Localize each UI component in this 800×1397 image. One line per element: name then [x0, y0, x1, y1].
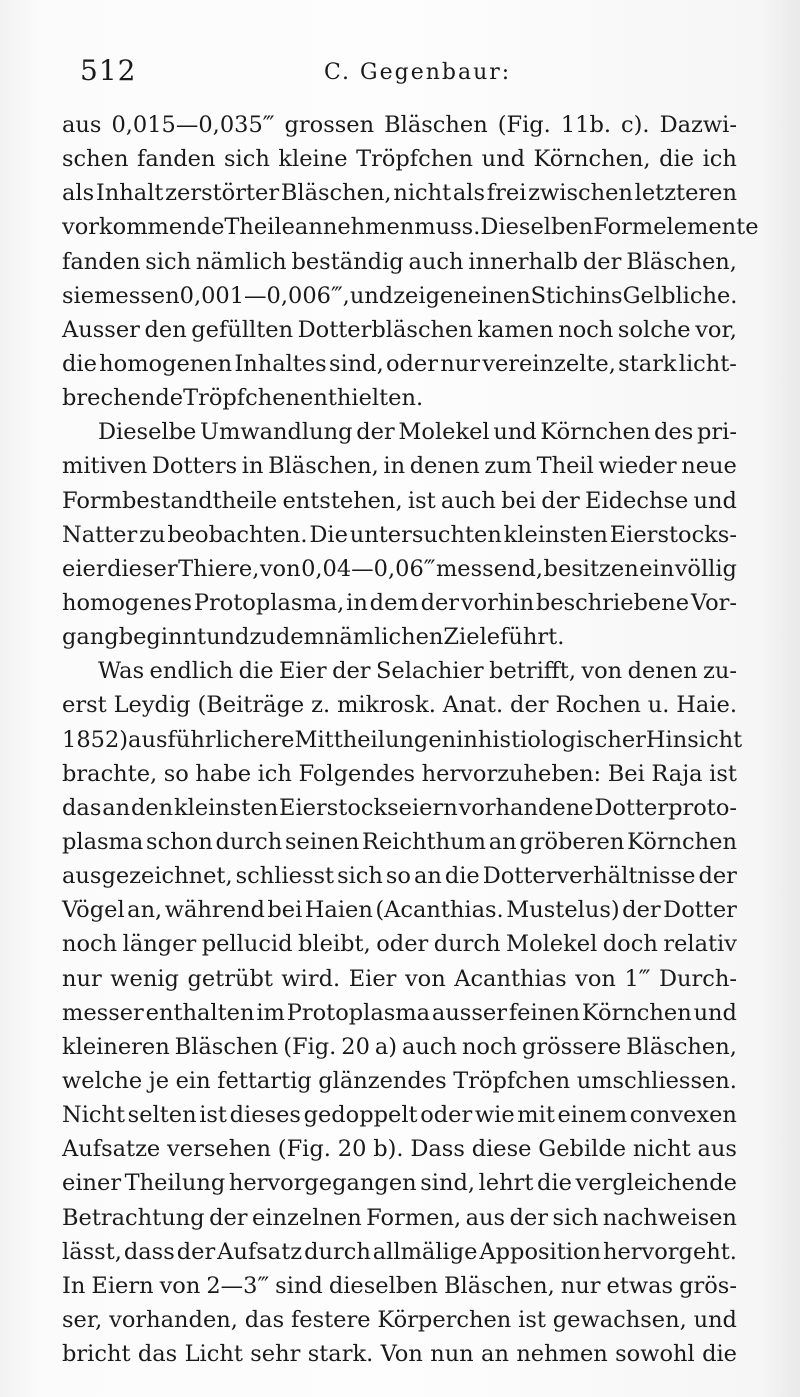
- text-line: Nicht selten ist dieses gedoppelt oder wie mit einem convexen: [62, 1102, 737, 1129]
- text-line: vorkommende Theile annehmen muss. Dieselben Formelemente: [62, 214, 759, 241]
- text-line: Natter zu beobachten. Die untersuchten kleinsten Eierstocks-: [62, 521, 737, 548]
- text-line: ausgezeichnet, schliesst sich so an die Dotterverhältnisse der: [62, 863, 737, 890]
- text-line: noch länger pellucid bleibt, oder durch Molekel doch relativ: [62, 931, 737, 958]
- text-line: Vögel an, während bei Haien (Acanthias. Mustelus) der Dotter: [62, 897, 737, 924]
- text-line: mitiven Dotters in Bläschen, in denen zum Theil wieder neue: [62, 453, 737, 480]
- text-line: nur wenig getrübt wird. Eier von Acanthias von 1‴ Durch-: [62, 965, 737, 992]
- text-line: 1852) ausführlichere Mittheilungen in histiologischer Hinsicht: [62, 726, 743, 753]
- text-line: einer Theilung hervorgegangen sind, lehrt die vergleichende: [62, 1170, 737, 1197]
- text-line: das an den kleinsten Eierstockseiern vorhandene Dotterproto-: [62, 794, 737, 821]
- text-line: ser, vorhanden, das festere Körperchen ist gewachsen, und: [62, 1306, 737, 1333]
- page-header: [62, 52, 760, 92]
- text-line: brechende Tröpfchen enthielten.: [62, 385, 424, 412]
- page-number: 512: [80, 54, 137, 87]
- text-line: brachte, so habe ich Folgendes hervorzuheben: Bei Raja ist: [62, 760, 737, 787]
- text-line: gang beginnt und zu dem nämlichen Ziele führt.: [62, 624, 565, 651]
- text-line: sie messen 0,001—0,006‴, und zeigen einen Stich ins Gelbliche.: [62, 282, 738, 309]
- text-line: eier dieser Thiere, von 0,04—0,06‴ messend, besitzen ein völlig: [62, 555, 737, 582]
- text-line: schen fanden sich kleine Tröpfchen und Körnchen, die ich: [62, 146, 737, 173]
- text-line: In Eiern von 2—3‴ sind dieselben Bläschen, nur etwas grös-: [62, 1272, 737, 1299]
- text-line: Formbestandtheile entstehen, ist auch bei der Eidechse und: [62, 487, 737, 514]
- text-line: erst Leydig (Beiträge z. mikrosk. Anat. der Rochen u. Haie.: [62, 692, 737, 719]
- text-line: Dieselbe Umwandlung der Molekel und Körnchen des pri-: [98, 419, 737, 446]
- text-line: als Inhalt zerstörter Bläschen, nicht als frei zwischen letzteren: [62, 180, 737, 207]
- text-line: welche je ein fettartig glänzendes Tröpfchen umschliessen.: [62, 1067, 737, 1094]
- text-line: lässt, dass der Aufsatz durch allmälige Apposition hervorgeht.: [62, 1238, 737, 1265]
- text-line: homogenes Protoplasma, in dem der vorhin beschriebene Vor-: [62, 589, 737, 616]
- text-line: aus 0,015—0,035‴ grossen Bläschen (Fig. 11b. c). Dazwi-: [62, 112, 737, 138]
- text-line: Betrachtung der einzelnen Formen, aus der sich nachweisen: [62, 1204, 737, 1231]
- text-line: messer enthalten im Protoplasma ausser feinen Körnchen und: [62, 999, 737, 1026]
- text-line: plasma schon durch seinen Reichthum an gröberen Körnchen: [62, 828, 737, 855]
- text-line: bricht das Licht sehr stark. Von nun an nehmen sowohl die: [62, 1341, 737, 1368]
- text-line: kleineren Bläschen (Fig. 20 a) auch noch grössere Bläschen,: [62, 1033, 737, 1060]
- text-line: die homogenen Inhaltes sind, oder nur vereinzelte, stark licht-: [62, 350, 737, 377]
- body-text: [62, 108, 759, 1371]
- running-head: C. Gegenbaur:: [324, 60, 512, 85]
- text-line: fanden sich nämlich beständig auch innerhalb der Bläschen,: [62, 248, 737, 275]
- text-line: Was endlich die Eier der Selachier betrifft, von denen zu-: [98, 658, 737, 685]
- text-line: Aufsatze versehen (Fig. 20 b). Dass diese Gebilde nicht aus: [62, 1136, 737, 1163]
- text-line: Ausser den gefüllten Dotterbläschen kamen noch solche vor,: [62, 316, 737, 343]
